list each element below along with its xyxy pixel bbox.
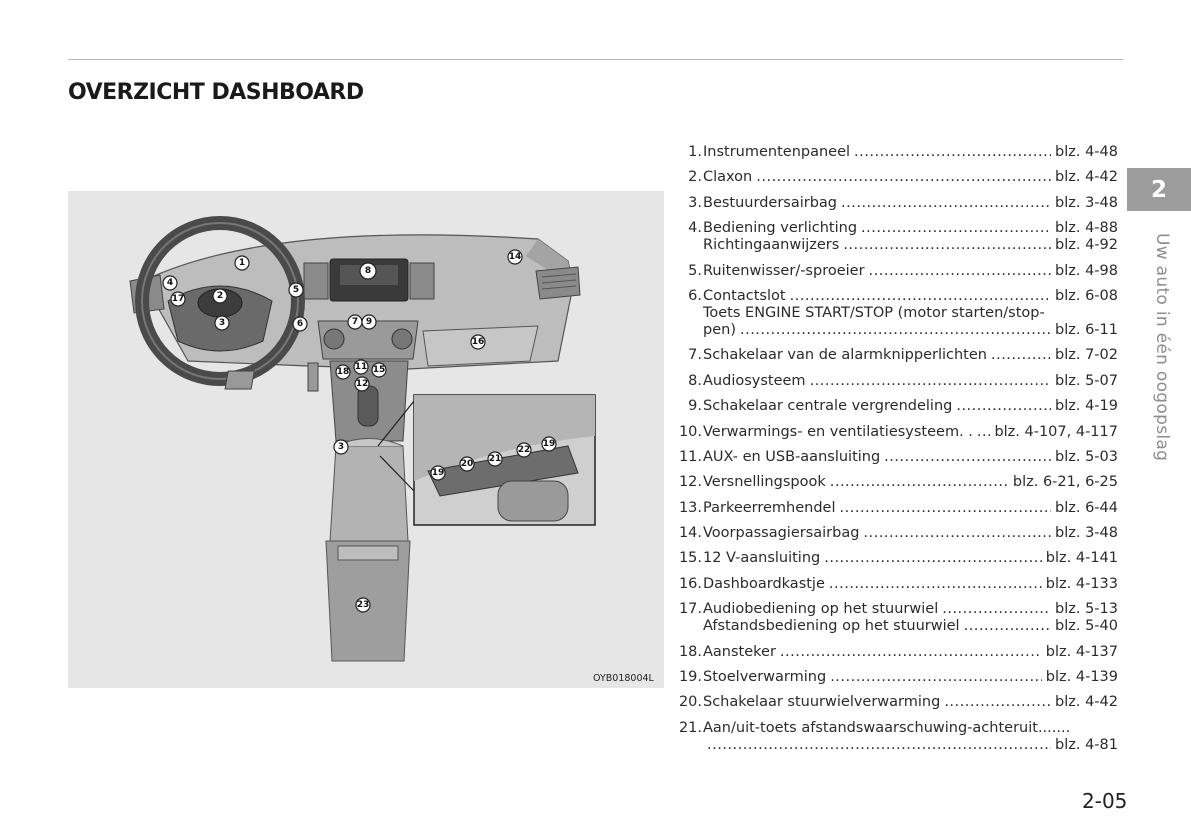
toc-label: Audiosysteem bbox=[703, 372, 806, 389]
toc-label: Voorpassagiersairbag bbox=[703, 525, 860, 542]
toc-leader-dots bbox=[841, 195, 1051, 212]
toc-label: Stoelverwarming bbox=[703, 669, 827, 686]
toc-label: Schakelaar centrale vergrendeling bbox=[703, 398, 953, 415]
toc-line bbox=[672, 373, 1118, 390]
callout-4 bbox=[163, 276, 177, 290]
toc-leader-dots bbox=[884, 449, 1051, 466]
svg-text:15: 15 bbox=[372, 365, 386, 375]
toc-entry bbox=[672, 720, 1118, 754]
callout-19a bbox=[542, 437, 556, 451]
toc-entry bbox=[672, 220, 1118, 254]
toc-leader-dots bbox=[790, 288, 1051, 305]
callout-11 bbox=[354, 360, 368, 374]
svg-text:19: 19 bbox=[542, 439, 556, 449]
toc-label: Richtingaanwijzers bbox=[703, 237, 840, 254]
toc-leader-dots bbox=[977, 424, 991, 441]
toc-line bbox=[672, 305, 1118, 322]
callout-23 bbox=[356, 598, 370, 612]
dashboard-illustration bbox=[68, 191, 664, 688]
toc-line bbox=[672, 144, 1118, 161]
toc-leader-dots bbox=[944, 694, 1051, 711]
toc-page-ref: blz. 4-42 bbox=[1055, 169, 1118, 186]
callout-12 bbox=[355, 377, 369, 391]
toc-number: 15. bbox=[678, 550, 702, 567]
svg-text:18: 18 bbox=[336, 367, 350, 377]
toc-line bbox=[672, 237, 1118, 254]
toc-page-ref: blz. 6-08 bbox=[1055, 287, 1118, 304]
toc-entry bbox=[672, 576, 1118, 593]
toc-page-ref: blz. 4-133 bbox=[1045, 575, 1118, 592]
toc-page-ref: blz. 4-48 bbox=[1055, 144, 1118, 160]
toc-entry bbox=[672, 398, 1118, 415]
toc-entry bbox=[672, 694, 1118, 711]
callout-1 bbox=[235, 256, 249, 270]
page-number: 2-05 bbox=[1082, 789, 1128, 813]
toc-number: 12. bbox=[678, 474, 702, 491]
toc-page-ref: blz. 4-141 bbox=[1045, 550, 1118, 567]
toc-leader-dots bbox=[756, 169, 1051, 186]
toc-line bbox=[672, 500, 1118, 517]
toc-line bbox=[672, 737, 1118, 754]
svg-text:3: 3 bbox=[218, 318, 226, 328]
chapter-title: Uw auto in één oogopslag bbox=[1152, 233, 1172, 462]
toc-page-ref: blz. 4-107, 4-117 bbox=[994, 423, 1118, 440]
callout-6 bbox=[293, 317, 307, 331]
toc-line bbox=[672, 618, 1118, 635]
callout-18 bbox=[336, 365, 350, 379]
toc-number: 8. bbox=[688, 372, 702, 389]
toc-page-ref: blz. 5-40 bbox=[1055, 618, 1118, 635]
toc-line bbox=[672, 644, 1118, 661]
toc-entry bbox=[672, 288, 1118, 339]
toc-entry bbox=[672, 169, 1118, 186]
toc-number: 18. bbox=[678, 643, 702, 660]
svg-text:8: 8 bbox=[364, 266, 372, 276]
toc-label: 12 V-aansluiting bbox=[703, 550, 821, 567]
toc-label: Schakelaar van de alarmknipperlichten bbox=[703, 347, 987, 364]
toc-leader-dots bbox=[869, 263, 1051, 280]
toc-leader-dots bbox=[863, 525, 1051, 542]
toc-leader-dots bbox=[956, 398, 1051, 415]
toc-label: Contactslot bbox=[703, 287, 786, 304]
toc-entry bbox=[672, 500, 1118, 517]
toc-number: 16. bbox=[678, 575, 702, 592]
svg-text:19: 19 bbox=[431, 468, 445, 478]
toc-label: Verwarmings- en ventilatiesysteem. . bbox=[703, 423, 973, 440]
callout-16 bbox=[471, 335, 485, 349]
toc-number: 6. bbox=[688, 287, 702, 304]
toc-page-ref: blz. 3-48 bbox=[1055, 194, 1118, 211]
callout-14 bbox=[508, 250, 522, 264]
toc-label: Afstandsbediening op het stuurwiel bbox=[703, 618, 960, 635]
toc-line bbox=[672, 424, 1118, 441]
toc-line bbox=[672, 263, 1118, 280]
svg-text:5: 5 bbox=[292, 285, 300, 295]
toc-number: 10. bbox=[678, 423, 702, 440]
callout-20 bbox=[460, 457, 474, 471]
toc-leader-dots bbox=[810, 373, 1051, 390]
toc-label: Bediening verlichting bbox=[703, 220, 858, 237]
toc-number: 9. bbox=[688, 398, 702, 415]
toc-label: Toets ENGINE START/STOP (motor starten/stop- bbox=[703, 304, 1045, 321]
toc-number: 19. bbox=[678, 669, 702, 686]
svg-text:2: 2 bbox=[216, 291, 224, 301]
toc-line bbox=[672, 347, 1118, 364]
toc-line bbox=[672, 669, 1118, 686]
svg-text:4: 4 bbox=[166, 278, 174, 288]
toc-label: Ruitenwisser/-sproeier bbox=[703, 262, 865, 279]
toc-line bbox=[672, 474, 1118, 491]
toc-leader-dots bbox=[861, 220, 1051, 237]
toc-number: 13. bbox=[678, 499, 702, 516]
toc-label: Dashboardkastje bbox=[703, 575, 825, 592]
toc-label: pen) bbox=[703, 321, 736, 338]
toc-page-ref: blz. 5-07 bbox=[1055, 372, 1118, 389]
callout-2 bbox=[213, 289, 227, 303]
toc-entry bbox=[672, 449, 1118, 466]
toc-entry bbox=[672, 263, 1118, 280]
callout-21 bbox=[488, 452, 502, 466]
svg-text:20: 20 bbox=[460, 459, 474, 469]
toc-page-ref: blz. 6-11 bbox=[1055, 321, 1118, 338]
figure-code: OYB018004L bbox=[593, 673, 654, 684]
svg-text:16: 16 bbox=[471, 337, 485, 347]
toc-number: 3. bbox=[688, 194, 702, 211]
toc-entry bbox=[672, 195, 1118, 212]
toc-leader-dots bbox=[964, 618, 1051, 635]
toc-page-ref: blz. 4-19 bbox=[1055, 398, 1118, 415]
toc-entry bbox=[672, 474, 1118, 491]
toc-line bbox=[672, 322, 1118, 339]
toc-trailing-dots: ....... bbox=[1037, 719, 1071, 736]
toc-number: 7. bbox=[688, 347, 702, 364]
callout-9 bbox=[362, 315, 376, 329]
toc-page-ref: blz. 4-42 bbox=[1055, 694, 1118, 711]
callout-5 bbox=[289, 283, 303, 297]
callout-3b bbox=[334, 440, 348, 454]
svg-text:17: 17 bbox=[171, 294, 185, 304]
toc-page-ref: blz. 7-02 bbox=[1055, 347, 1118, 364]
svg-text:22: 22 bbox=[517, 445, 531, 455]
toc-number: 17. bbox=[678, 601, 702, 618]
toc-page-ref: blz. 6-21, 6-25 bbox=[1012, 474, 1118, 491]
toc-list bbox=[672, 144, 1118, 762]
svg-text:1: 1 bbox=[238, 258, 246, 268]
toc-label: Bestuurdersairbag bbox=[703, 194, 838, 211]
toc-line bbox=[672, 195, 1118, 212]
toc-number: 1. bbox=[688, 144, 702, 160]
toc-label: Instrumentenpaneel bbox=[703, 144, 851, 160]
toc-number: 2. bbox=[688, 169, 702, 186]
callout-15 bbox=[372, 363, 386, 377]
toc-number: 11. bbox=[678, 448, 702, 465]
toc-leader-dots bbox=[707, 737, 1051, 754]
toc-page-ref: blz. 4-81 bbox=[1055, 736, 1118, 753]
svg-text:3: 3 bbox=[337, 442, 345, 452]
toc-page-ref: blz. 5-13 bbox=[1055, 601, 1118, 618]
svg-text:11: 11 bbox=[354, 362, 368, 372]
toc-label: AUX- en USB-aansluiting bbox=[703, 448, 881, 465]
toc-entry bbox=[672, 525, 1118, 542]
toc-line bbox=[672, 576, 1118, 593]
toc-label: Schakelaar stuurwielverwarming bbox=[703, 694, 941, 711]
toc-leader-dots bbox=[991, 347, 1051, 364]
toc-line bbox=[672, 720, 1118, 737]
toc-label: Aansteker bbox=[703, 643, 776, 660]
svg-text:12: 12 bbox=[355, 379, 369, 389]
toc-page-ref: blz. 4-98 bbox=[1055, 262, 1118, 279]
toc-line bbox=[672, 525, 1118, 542]
toc-entry bbox=[672, 669, 1118, 686]
svg-text:21: 21 bbox=[488, 454, 502, 464]
svg-text:9: 9 bbox=[365, 317, 373, 327]
svg-text:14: 14 bbox=[508, 252, 522, 262]
toc-entry bbox=[672, 550, 1118, 567]
toc-label: Aan/uit-toets afstandswaarschuwing-achteruit bbox=[703, 719, 1038, 736]
toc-line bbox=[672, 601, 1118, 618]
toc-line bbox=[672, 220, 1118, 237]
toc-leader-dots bbox=[840, 500, 1052, 517]
toc-label: Versnellingspook bbox=[703, 474, 826, 491]
toc-page-ref: blz. 4-88 bbox=[1055, 220, 1118, 237]
toc-leader-dots bbox=[829, 576, 1042, 593]
toc-leader-dots bbox=[843, 237, 1051, 254]
toc-leader-dots bbox=[824, 550, 1042, 567]
toc-label: Audiobediening op het stuurwiel bbox=[703, 601, 939, 618]
toc-entry bbox=[672, 601, 1118, 635]
callout-8 bbox=[360, 263, 376, 279]
page-title: OVERZICHT DASHBOARD bbox=[68, 80, 364, 105]
toc-leader-dots bbox=[942, 601, 1051, 618]
svg-text:23: 23 bbox=[356, 600, 370, 610]
dashboard-figure bbox=[68, 191, 664, 688]
toc-number: 21. bbox=[678, 719, 702, 736]
toc-line bbox=[672, 694, 1118, 711]
toc-number: 4. bbox=[688, 220, 702, 237]
toc-line bbox=[672, 449, 1118, 466]
toc-line bbox=[672, 169, 1118, 186]
toc-leader-dots bbox=[854, 144, 1051, 161]
callout-22 bbox=[517, 443, 531, 457]
toc-label: Claxon bbox=[703, 169, 753, 186]
toc-page-ref: blz. 4-92 bbox=[1055, 237, 1118, 254]
toc-entry bbox=[672, 424, 1118, 441]
toc-line bbox=[672, 398, 1118, 415]
top-rule bbox=[68, 59, 1123, 60]
svg-text:6: 6 bbox=[296, 319, 304, 329]
chapter-tab: 2 bbox=[1127, 168, 1191, 211]
toc-leader-dots bbox=[830, 669, 1042, 686]
toc-entry bbox=[672, 347, 1118, 364]
toc-entry bbox=[672, 373, 1118, 390]
toc-label: Parkeerremhendel bbox=[703, 499, 836, 516]
toc-line bbox=[672, 288, 1118, 305]
toc-leader-dots bbox=[830, 474, 1009, 491]
callout-17 bbox=[171, 292, 185, 306]
toc-entry bbox=[672, 644, 1118, 661]
toc-line bbox=[672, 550, 1118, 567]
toc-entry bbox=[672, 144, 1118, 161]
toc-number: 5. bbox=[688, 262, 702, 279]
callout-19b bbox=[431, 466, 445, 480]
toc-page-ref: blz. 4-139 bbox=[1045, 669, 1118, 686]
callout-7 bbox=[348, 315, 362, 329]
toc-number: 14. bbox=[678, 525, 702, 542]
toc-page-ref: blz. 5-03 bbox=[1055, 448, 1118, 465]
toc-page-ref: blz. 6-44 bbox=[1055, 499, 1118, 516]
toc-number: 20. bbox=[678, 694, 702, 711]
toc-leader-dots bbox=[740, 322, 1051, 339]
toc-page-ref: blz. 4-137 bbox=[1045, 643, 1118, 660]
toc-leader-dots bbox=[780, 644, 1042, 661]
toc-page-ref: blz. 3-48 bbox=[1055, 525, 1118, 542]
svg-text:7: 7 bbox=[351, 317, 359, 327]
callout-3 bbox=[215, 316, 229, 330]
